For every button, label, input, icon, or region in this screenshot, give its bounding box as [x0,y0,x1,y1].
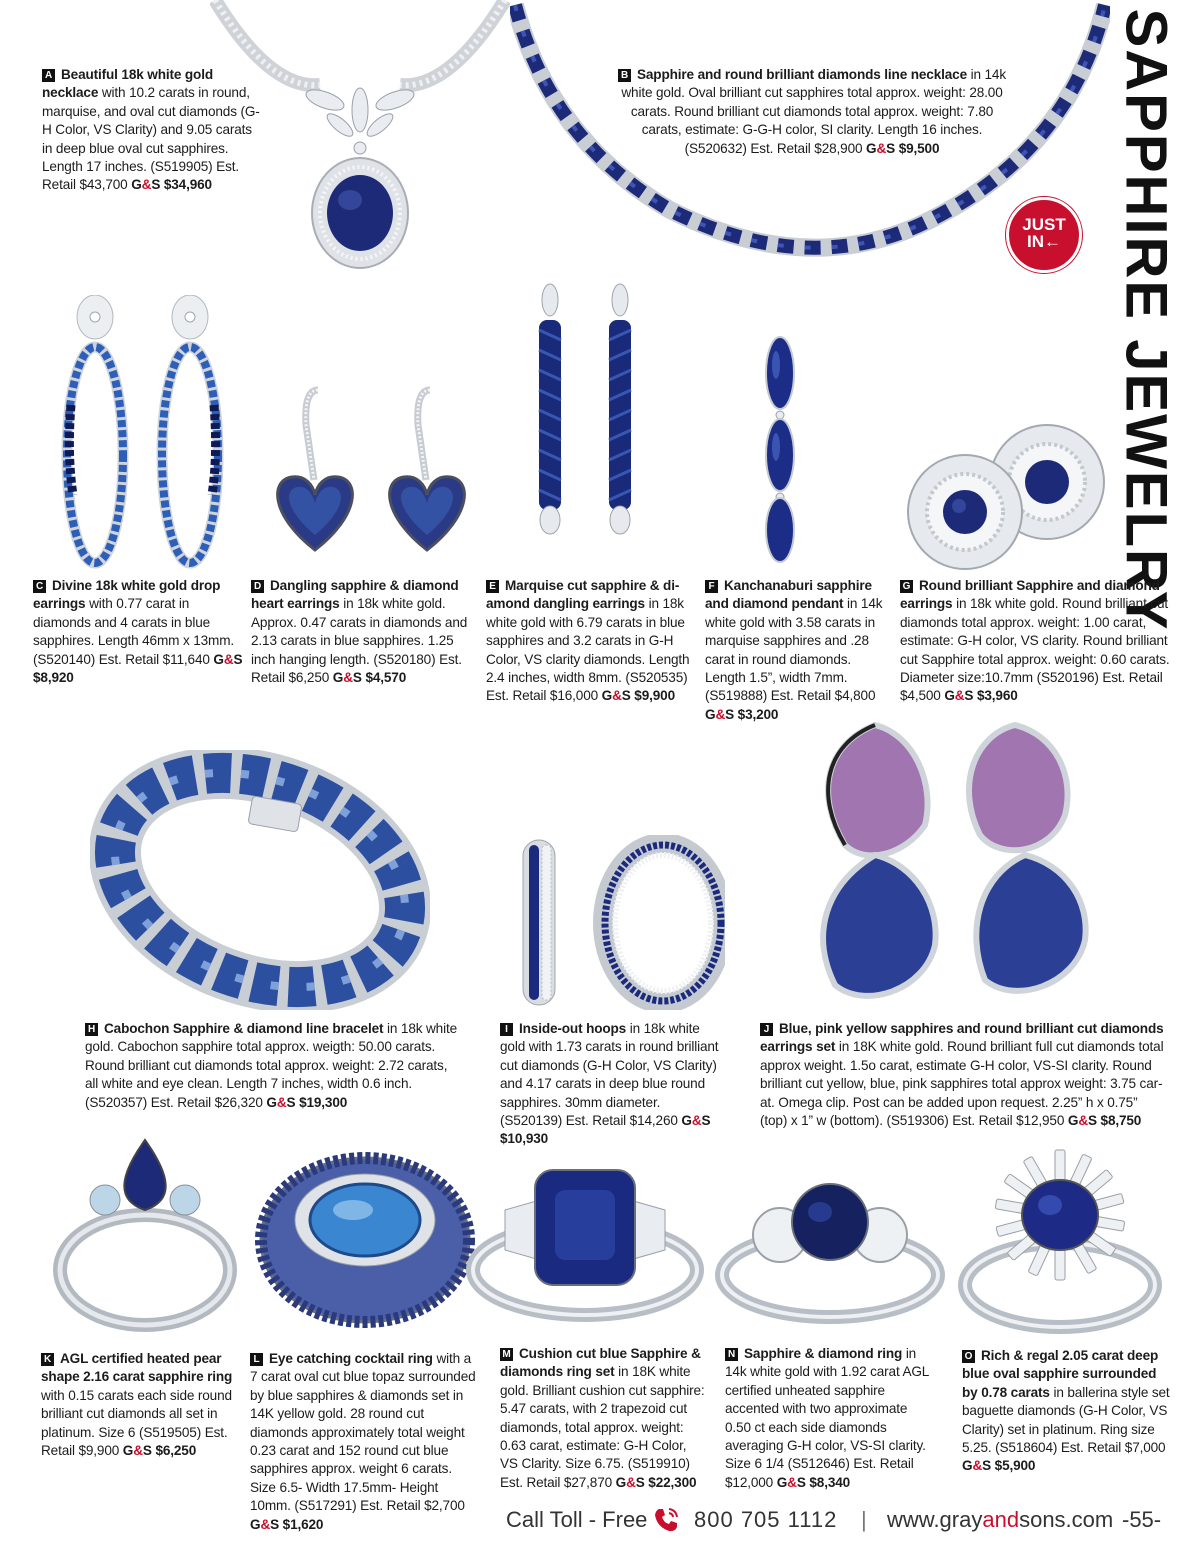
ring-k-image [45,1135,245,1335]
item-heading: Sapphire and round brilliant diamonds line necklace [636,67,967,82]
item-body: in 18k white gold. Approx. 0.47 carats in diamonds and 2.13 carats in blue sapphires. 1.25 inch hanging length. (S520180) Est. Retail $6,250 [251,596,468,686]
item-letter: C [33,580,46,593]
item-c-description [33,577,243,687]
item-i-description [500,1020,722,1149]
gs-logo: G&S [615,1474,645,1490]
item-heading: Divine 18k white gold drop earrings [33,578,221,612]
item-j-description [760,1020,1165,1130]
item-body: in 14k white gold with 1.92 carat AGL certified unheated sapphire accented with two approximate 0.50 ct each side diamonds averaging G-H color, VS-SI clarity. Size 6 1/4 (S512646) Est. Retail $12,000 [725,1346,929,1490]
item-body: with a 7 carat oval cut blue topaz surrounded by blue sapphires & diamonds set in 14K yellow gold. 28 round cut diamonds approximately total weight 0.23 carat and 152 round cut blue sapphires approx. weight 6 carats. Size 6.5- Width 17.5mm- Height 10mm. (S517291) Est. Retail $2,700 [250,1351,476,1514]
gs-logo: G&S [213,651,243,667]
badge-line-2: IN [1027,232,1044,251]
phone-icon [651,1505,681,1535]
gs-logo: G&S [1067,1113,1097,1129]
item-letter: O [962,1350,975,1363]
item-letter: I [500,1023,513,1036]
item-body: with 0.77 carat in diamonds and 4 carats in blue sapphires. Length 46mm x 13mm. (S520140) Est. Retail $11,640 [33,596,235,667]
gs-logo: G&S [705,706,735,722]
item-price: $4,570 [361,670,407,686]
item-body: in ballerina style set baguette diamonds (G-H Color, VS Clarity) set in platinum. Ring size 5.25. (S518604) Est. Retail $7,000 [962,1384,1170,1456]
item-m-description [500,1345,706,1492]
item-heading: Inside-out hoops [519,1021,627,1036]
item-heading: Kanchanaburi sapphire and diamond pendant [705,578,872,612]
earrings-j-image [805,715,1105,1010]
item-l-description [250,1350,478,1534]
item-price: $10,930 [500,1131,549,1147]
item-heading: Eye catching cocktail ring [269,1351,433,1366]
item-heading: Dangling sapphire & diamond heart earrings [251,578,459,612]
item-n-description [725,1345,935,1492]
item-price: $9,500 [895,140,940,156]
item-body: in 18K white gold. Round brilliant full cut diamonds total approx weight. 1.5o carat, estimate G-H color, VS-SI clarity. Round brilliant cut yellow, blue, pink sapphires total approx weight: 3.75 carat. Omega clip. Post can be added upon request. 2.25” h x 0.75” (top) x 1” w (bottom). (S519306) Est. Retail $12,950 [760,1039,1164,1129]
bracelet-h-image [90,750,430,1010]
item-body: with 0.15 carats each side round brilliant cut diamonds all set in platinum. Size 6 (S519505) Est. Retail $9,900 [41,1387,232,1459]
item-f-description [705,577,895,724]
item-letter: L [250,1353,263,1366]
footer-url[interactable]: www.grayandsons.com [887,1507,1114,1532]
gs-logo: G&S [266,1094,296,1110]
item-heading: Cushion cut blue Sapphire & diamonds ring set [500,1346,701,1380]
item-price: $8,920 [33,670,74,686]
footer-call-label: Call Toll - Free [506,1507,648,1532]
gs-logo: G&S [601,688,631,704]
footer-separator: | [861,1507,867,1532]
earrings-g-image [905,420,1115,570]
item-g-description [900,577,1170,706]
earrings-d-image [270,385,480,560]
arrow-left-icon: ← [1044,232,1061,251]
item-heading: Rich & regal 2.05 carat deep blue oval sapphire surrounded by 0.78 carats [962,1348,1159,1400]
just-in-badge [1006,197,1082,273]
item-heading: Round brilliant Sapphire and diamond earrings [900,578,1160,612]
ring-o-image [955,1140,1165,1340]
item-e-description [486,577,694,706]
item-letter: B [618,69,631,82]
item-letter: G [900,580,913,593]
item-b-description [616,66,1008,158]
gs-logo: G&S [131,177,161,193]
gs-logo: G&S [681,1113,711,1129]
ring-m-image [465,1165,705,1325]
earrings-c-image [55,295,230,570]
item-heading: Sapphire & diamond ring [744,1346,903,1361]
gs-logo: G&S [776,1474,806,1490]
item-price: $5,900 [991,1458,1036,1474]
item-letter: M [500,1348,513,1361]
gs-logo: G&S [122,1443,152,1459]
earrings-i-image [515,835,725,1010]
page-number: -55- [1122,1507,1162,1532]
item-body: in 14k white gold. Oval brilliant cut sapphires total approx. weight: 28.00 carats. Round brilliant cut diamonds total approx. weight: 7.80 carats, estimate: G-G-H color, SI clarity. Length 16 inches. (S520632) Est. Retail $28,900 [621,67,1006,156]
item-o-description [962,1347,1172,1476]
badge-line-1: JUST [1022,215,1066,234]
earrings-e-image [522,280,657,540]
item-heading: Blue, pink yellow sapphires and round brilliant cut diamonds earrings set [760,1021,1164,1055]
gs-logo: G&S [944,688,974,704]
item-price: $19,300 [295,1094,348,1110]
gs-logo: G&S [332,670,362,686]
item-price: $3,960 [973,688,1018,704]
item-heading: Cabochon Sapphire & diamond line bracelet [104,1021,384,1036]
item-letter: F [705,580,718,593]
item-letter: J [760,1023,773,1036]
item-price: $1,620 [279,1516,324,1532]
item-price: $34,960 [160,177,212,193]
ring-n-image [715,1180,945,1325]
item-h-description [85,1020,460,1112]
pendant-f-image [755,335,805,565]
item-price: $8,750 [1096,1113,1142,1129]
item-heading: Marquise cut sapphire & diamond dangling earrings [486,578,680,612]
item-k-description [41,1350,237,1460]
item-letter: K [41,1353,54,1366]
item-letter: N [725,1348,738,1361]
section-title: SAPPHIRE JEWELRY [1113,8,1179,632]
ring-l-image [255,1150,475,1330]
item-a-description [42,66,264,195]
item-heading: Beautiful 18k white gold necklace [42,67,213,101]
item-letter: D [251,580,264,593]
item-heading: AGL certified heated pear shape 2.16 carat sapphire ring [41,1351,233,1385]
item-body: in 14k white gold with 3.58 carats in marquise sapphires and .28 carat in round diamonds. Length 1.5”, width 7mm. (S519888) Est. Retail $4,800 [705,596,883,704]
item-price: $6,250 [151,1443,197,1459]
item-letter: E [486,580,499,593]
item-body: in 18k white gold. Round brilliant cut diamonds total approx. weight: 1.00 carat, estimate: G-H color, VS clarity. Round brilliant cut Sapphire total approx. weight: 0.60 carats. Diameter size:10.7mm (S520196) Est. Retail $4,500 [900,596,1170,704]
item-price: $22,300 [644,1474,697,1490]
item-body: in 18k white gold with 6.79 carats in blue sapphires and 3.2 carats in G-H Color, VS clarity diamonds. Length 2.4 inches, width 8mm. (S520535) Est. Retail $16,000 [486,596,690,704]
item-body: in 18k white gold. Cabochon sapphire total approx. weigth: 50.00 carats. Round brilliant cut diamonds total approx. weight: 2.72 carats, all white and eye clean. Length 7 inches, width 0.6 inch. (S520357) Est. Retail $26,320 [85,1021,457,1110]
item-price: $8,340 [805,1474,851,1490]
item-letter: A [42,69,55,82]
item-body: in 18k white gold with 1.73 carats in round brilliant cut diamonds (G-H Color, VS Clarity) and 4.17 carats in deep blue round sapphires. 30mm diameter. (S520139) Est. Retail $14,260 [500,1021,719,1129]
gs-logo: G&S [962,1458,992,1474]
gs-logo: G&S [250,1516,280,1532]
item-price: $9,900 [630,688,675,704]
item-price: $3,200 [734,706,779,722]
footer-phone[interactable]: 800 705 1112 [694,1507,838,1532]
item-body: in 18K white gold. Brilliant cushion cut sapphire: 5.47 carats, with 2 trapezoid cut diamonds, total approx. weight: 0.63 carat, estimate: G-H Color, VS Clarity. Size 6.75. (S519910) Est. Retail $27,870 [500,1364,705,1490]
item-d-description [251,577,469,687]
item-letter: H [85,1023,98,1036]
item-body: with 10.2 carats in round, marquise, and oval cut diamonds (G-H Color, VS Clarity) and 9.05 carats in deep blue oval cut sapphires. Length 17 inches. (S519905) Est. Retail $43,700 [42,85,260,193]
gs-logo: G&S [866,140,896,156]
